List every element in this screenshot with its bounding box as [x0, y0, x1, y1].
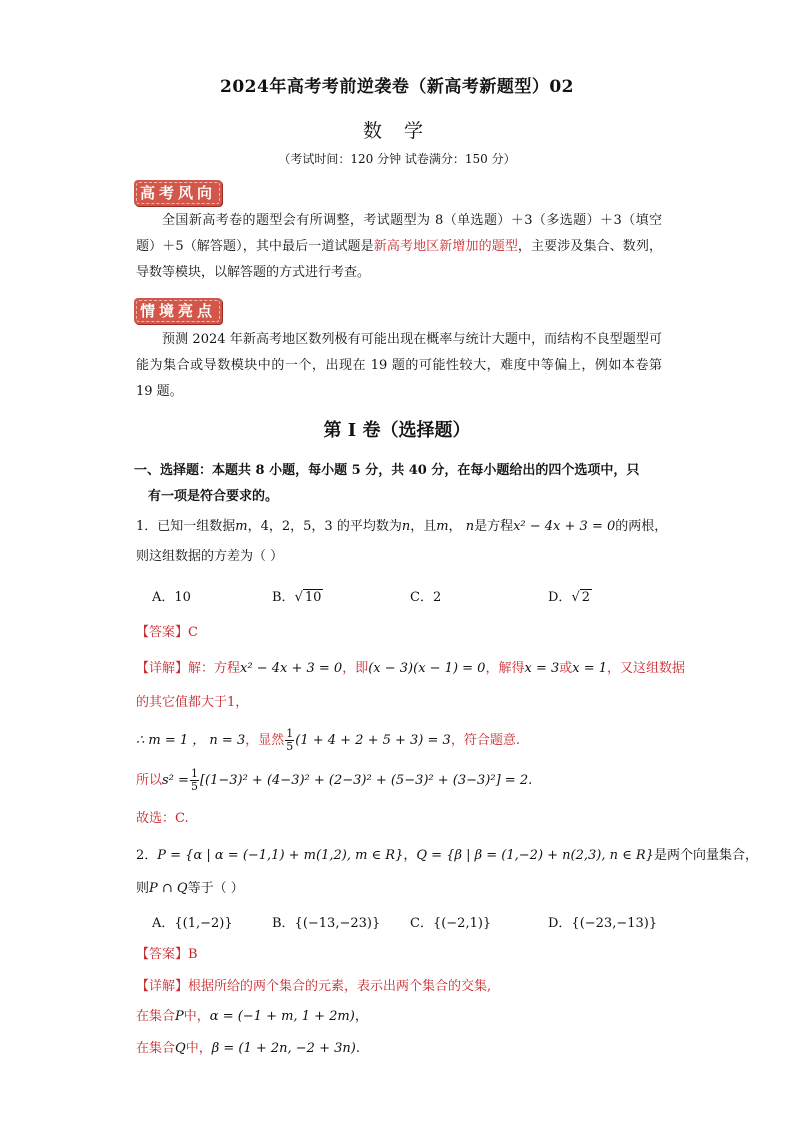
q1-option-b-label: B． — [272, 590, 295, 605]
q1-option-d-label: D． — [548, 590, 572, 605]
q1-option-c: C．2 — [410, 590, 442, 605]
q1-sol-1b: ，即 — [342, 661, 369, 676]
q2-sol-1: 根据所给的两个集合的元素，表示出两个集合的交集, — [188, 979, 492, 994]
q1-sol-3a: ∴ m = 1 ， n = 3 — [136, 733, 246, 748]
q2-sol-eq-alpha: α = (−1 + m, 1 + 2m) — [209, 1009, 355, 1024]
highlight-paragraph — [136, 327, 662, 405]
q2-line2-b: 等于（ ） — [187, 881, 244, 896]
frac-den-2: 5 — [190, 780, 198, 793]
q1-option-b: B．√ 10 — [272, 590, 322, 605]
q1-sol-3b: ，显然 — [245, 733, 285, 748]
section-title: 第 I 卷（选择题） — [323, 420, 471, 441]
q2-intersection: P ∩ Q — [149, 881, 188, 896]
trend-text-2: ，主要涉及集合、数列，导数等模块，以解答题的方式进行考查。 — [136, 239, 662, 280]
q1-stem-b: ，4，2，5，3 的平均数为 — [247, 519, 402, 534]
q2-option-b: B．{(−13,−23)} — [272, 916, 381, 931]
q1-stem-d: 是方程 — [474, 519, 514, 534]
q2-set-p: P = {α | α = (−1,1) + m(1,2), m ∈ R} — [157, 848, 404, 863]
q1-var-n: n — [401, 519, 411, 534]
q2-sol-2a: 在集合 — [136, 1009, 176, 1024]
q1-solution-line4: 所以s² = $\frac{1}{5}$ [(1−3)² + (4−3)² + (2−3)² + (5−3)² + (3−3)²] = 2. — [136, 767, 533, 793]
q2-sol-P: P — [175, 1009, 184, 1024]
trend-highlight: 新高考地区新增加的题型 — [373, 239, 518, 254]
fraction-one-fifth-2 — [190, 768, 199, 793]
q1-stem-c: ，且 — [410, 519, 437, 534]
instructions-line-1: 一、选择题：本题共 8 小题，每小题 5 分，共 40 分，在每小题给出的四个选项中，只 — [134, 463, 640, 478]
q2-solution-line1 — [136, 976, 666, 998]
badge-highlight: 情境亮点 — [134, 298, 222, 324]
q2-sol-2b: 中， — [183, 1009, 210, 1024]
q2-sol-3a: 在集合 — [136, 1041, 176, 1056]
q2-number: 2． — [136, 848, 158, 863]
q2-stem — [136, 845, 758, 867]
exam-info: （考试时间：120 分钟 试卷满分：150 分） — [278, 152, 516, 166]
q1-sol-1e: ，又这组数据 — [607, 661, 686, 676]
q2-answer: 【答案】B — [136, 947, 198, 962]
subject-heading: 数 学 — [362, 120, 432, 142]
q1-sol-eq1: x² − 4x + 3 = 0 — [240, 661, 343, 676]
q2-tail: 是两个向量集合， — [653, 848, 758, 863]
q1-solution-line2: 的其它值都大于1， — [136, 695, 249, 710]
q2-solution-line3 — [136, 1038, 666, 1060]
q2-sol-2c: ， — [354, 1009, 368, 1024]
q2-sol-3c: . — [355, 1041, 360, 1056]
q2-set-q: Q = {β | β = (1,−2) + n(2,3), n ∈ R} — [416, 848, 654, 863]
q2-option-c: C．{(−2,1)} — [410, 916, 492, 931]
q1-stem-a: 1．已知一组数据 — [136, 519, 236, 534]
q1-option-d: D．√ 2 — [548, 590, 591, 605]
q1-solution-line5: 故选：C. — [136, 811, 189, 826]
highlight-text: 预测 2024 年新高考地区数列极有可能出现在概率与统计大题中，而结构不良型题型可能为集合或导数模块中的一个，出现在 19 题的可能性较大，难度中等偏上，例如本卷第 19 题。 — [136, 332, 662, 399]
q1-stem-e: 的两根， — [615, 519, 668, 534]
frac-den: 5 — [286, 740, 294, 753]
q2-option-d: D．{(−23,−13)} — [548, 916, 658, 931]
q1-sol-eq2: (x − 3)(x − 1) = 0 — [368, 661, 486, 676]
q2-sol-Q: Q — [175, 1041, 186, 1056]
section-instructions — [134, 458, 664, 510]
q1-sol-4a: 所以 — [136, 773, 163, 788]
q1-stem: 1．已知一组数据m，4，2，5，3 的平均数为n，且m， n是方程x² − 4x + 3 = 0的两根， — [136, 519, 668, 534]
q1-s2: s² = — [162, 773, 189, 788]
instructions-line-2: 有一项是符合要求的。 — [148, 489, 279, 504]
fraction-one-fifth — [285, 728, 294, 753]
q2-sol-eq-beta: β = (1 + 2n, −2 + 3n) — [211, 1041, 356, 1056]
q1-sol-eq3: x = 3 — [524, 661, 560, 676]
q1-option-d-value: 2 — [581, 590, 591, 605]
q1-sol-eq6: [(1−3)² + (4−3)² + (2−3)² + (5−3)² + (3−3)²] = 2 — [199, 773, 529, 788]
q2-solution-line2 — [136, 1006, 666, 1028]
q1-sol-tag: 【详解】 — [136, 661, 189, 676]
trend-paragraph — [136, 208, 662, 286]
q1-sol-eq5: (1 + 4 + 2 + 5 + 3) = 3 — [295, 733, 451, 748]
q1-sol-1d: 或 — [559, 661, 573, 676]
q1-var-n2: n — [465, 519, 475, 534]
trend-text-1: 全国新高考卷的题型会有所调整，考试题型为 8（单选题）＋3（多选题）＋3（填空题）＋5（解答题），其中最后一道试题是 — [136, 213, 662, 254]
badge-trend: 高考风向 — [134, 180, 222, 206]
q1-sol-eq4: x = 1 — [572, 661, 608, 676]
q1-sol-1c: ，解得 — [485, 661, 525, 676]
q1-sol-3c: ，符合题意. — [450, 733, 520, 748]
q1-option-a: A．10 — [152, 590, 191, 605]
q1-var-m2: m — [436, 519, 449, 534]
q1-stem-line2: 则这组数据的方差为（ ） — [136, 549, 284, 564]
q1-solution-line1 — [136, 658, 686, 680]
frac-num-2: 1 — [190, 767, 198, 780]
q2-stem-line2 — [136, 878, 666, 900]
q2-sol-3b: 中， — [185, 1041, 212, 1056]
q1-sol-1a: 解：方程 — [188, 661, 241, 676]
q2-sol-tag: 【详解】 — [136, 979, 189, 994]
q1-answer: 【答案】C — [136, 625, 198, 640]
q1-equation: x² − 4x + 3 = 0 — [513, 519, 616, 534]
q1-solution-line3 — [136, 728, 666, 753]
page-title: 2024年高考考前逆袭卷（新高考新题型）02 — [220, 77, 574, 97]
frac-num: 1 — [286, 727, 294, 740]
q1-var-m: m — [235, 519, 248, 534]
q2-sep: ， — [403, 848, 417, 863]
q2-option-a: A．{(1,−2)} — [152, 916, 233, 931]
q1-option-b-value: 10 — [304, 590, 322, 605]
q2-line2-a: 则 — [136, 881, 150, 896]
